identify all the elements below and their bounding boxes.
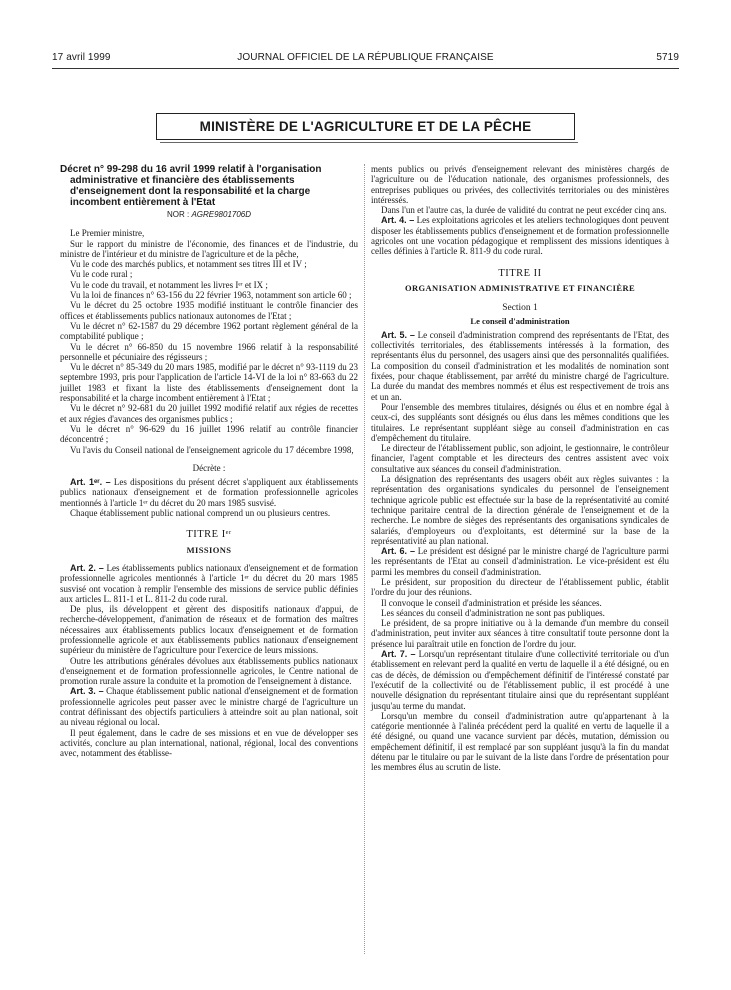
article-text: Chaque établissement public national d'enseignement et de formation professionnelle agricoles peut passer avec le ministre chargé de l'agriculture un contrat définissant des objectifs particuliers à atteindre soit au plan national, soit au niveau régional ou local.	[60, 686, 358, 728]
article-2	[60, 563, 358, 604]
article-6	[371, 546, 669, 577]
article-text: Le conseil d'administration comprend des représentants de l'Etat, des collectivités territoriales, des établissements intéressés à la formation, des représentants élus du personnel, des usagers ainsi que des personnalités qualifiées. La composition du conseil d'administration et les modalités de nomination sont fixées, pour chaque établissement, par arrêté du ministre chargé de l'agriculture. La durée du mandat des membres nommés et élus est respectivement de trois ans et un an.	[371, 329, 669, 402]
visa-paragraph: Vu le code des marchés publics, et notamment ses titres III et IV ;	[70, 259, 307, 270]
titre-2-subheading: ORGANISATION ADMINISTRATIVE ET FINANCIÈRE	[404, 282, 636, 293]
right-column	[371, 164, 669, 773]
article-paragraph: De plus, ils développent et gèrent des dispositifs nationaux d'appui, de recherche-développement, d'animation de réseaux et de formation des maîtres nécessaires aux établissements publics locaux d'enseignement et de formation professionnelle agricole et aux établissements publics nationaux d'enseignement supérieur du ministère de l'agriculture pour l'exercice de leurs missions.	[60, 604, 358, 656]
article-7	[371, 649, 669, 711]
ministry-heading: MINISTÈRE DE L'AGRICULTURE ET DE LA PÊCHE	[156, 113, 575, 140]
visa-paragraph: Sur le rapport du ministre de l'économie, des finances et de l'industrie, du ministre de l'intérieur et du ministre de l'agriculture et de la pêche,	[60, 238, 358, 259]
article-text: Lorsqu'un représentant titulaire d'une collectivité territoriale ou d'un établissement en relevant perd la qualité en vertu de laquelle il a été désigné, ou en cas de décès, de démission ou d'empêchement définitif de l'intéressé constaté par l'exécutif de la collectivité ou de l'établissement public, il est procédé à une nouvelle désignation du représentant titulaire ainsi que du représentant suppléant jusqu'au terme du mandat.	[371, 649, 670, 711]
article-paragraph: Lorsqu'un membre du conseil d'administration autre qu'appartenant à la catégorie mentionnée à l'alinéa précédent perd la qualité en vertu de laquelle il a été désigné, ou quand une vacance survient par décès, mutation, démission ou empêchement définitif, il est remplacé par son suppléant jusqu'à la fin du mandat détenu par le titulaire ou par le suivant de la liste dans l'ordre de présentation pour les membres élus au scrutin de liste.	[371, 710, 669, 773]
article-paragraph: Il peut également, dans le cadre de ses missions et en vue de développer ses activités, conclure au plan international, national, régional, local des conventions avec, notamment des établisse-	[60, 727, 358, 759]
decrete-heading: Décrète :	[192, 462, 226, 473]
visa-paragraph: Vu le code rural ;	[70, 269, 133, 280]
article-paragraph: Le président, de sa propre initiative ou à la demande d'un membre du conseil d'administration, peut inviter aux séances à titre consultatif toute personne dont la présence lui paraîtrait utile en fonction de l'ordre du jour.	[371, 618, 669, 649]
header-date: 17 avril 1999	[52, 52, 111, 63]
visa-paragraph: Vu le décret n° 96-629 du 16 juillet 1996 relatif au contrôle financier déconcentré ;	[60, 423, 358, 445]
article-4	[371, 215, 669, 256]
visa-paragraph: Vu le décret n° 66-850 du 15 novembre 1966 relatif à la responsabilité personnelle et pécuniaire des régisseurs ;	[60, 341, 358, 362]
visa-paragraph: Vu la loi de finances n° 63-156 du 22 février 1963, notamment son article 60 ;	[70, 290, 352, 301]
header-rule	[52, 68, 679, 69]
article-5	[371, 330, 669, 402]
section-1-heading: Section 1	[502, 303, 538, 314]
visa-paragraph: Vu le code du travail, et notamment les livres Iᵉʳ et IX ;	[70, 279, 268, 290]
article-text: Les établissements publics nationaux d'enseignement et de formation professionnelle agricoles mentionnés à l'article 1ᵉʳ du décret du 20 mars 1985 susvisé ont vocation à remplir l'ensemble des missions de service public définies aux articles L. 811-1 et L. 811-2 du code rural.	[60, 562, 359, 604]
article-label: Art. 1ᵉʳ. –	[70, 477, 111, 488]
article-label: Art. 4. –	[381, 215, 415, 226]
article-label: Art. 7. –	[381, 649, 416, 660]
nor-code: AGRE9801706D	[191, 210, 252, 219]
visa-paragraph: Vu le décret n° 85-349 du 20 mars 1985, modifié par le décret n° 93-1119 du 23 septembre 1993, pris pour l'application de l'article 14-VI de la loi n° 83-663 du 22 juillet 1983 et fixant la liste des établissements d'enseignement dont la responsabilité et la charge incombent entièrement à l'Etat ;	[60, 362, 358, 404]
article-paragraph: Chaque établissement public national comprend un ou plusieurs centres.	[70, 508, 331, 519]
titre-1-subheading: MISSIONS	[186, 544, 232, 555]
nor-reference	[60, 210, 358, 220]
article-text: Le président est désigné par le ministre chargé de l'agriculture parmi les représentants de l'Etat au conseil d'administration. Le vice-président est élu parmi les membres du conseil d'administration.	[371, 546, 670, 577]
article-label: Art. 5. –	[381, 329, 415, 340]
article-label: Art. 2. –	[70, 562, 104, 573]
header-page-number: 5719	[656, 52, 679, 63]
titre-2-heading: TITRE II	[498, 267, 542, 279]
visa-paragraph: Vu l'avis du Conseil national de l'enseignement agricole du 17 décembre 1998,	[70, 444, 354, 455]
article-paragraph: Le directeur de l'établissement public, son adjoint, le gestionnaire, le contrôleur financier, l'agent comptable et les directeurs des centres assistent avec voix consultative aux séances du conseil d'administration.	[371, 443, 669, 474]
header-journal-title: JOURNAL OFFICIEL DE LA RÉPUBLIQUE FRANÇAISE	[237, 52, 494, 63]
article-paragraph: Pour l'ensemble des membres titulaires, désignés ou élus et en nombre égal à ceux-ci, des suppléants sont désignés ou élus dans les mêmes conditions que les titulaires. Le représentant suppléant siège au conseil d'administration en cas d'empêchement du titulaire.	[371, 401, 669, 443]
article-text: Les dispositions du présent décret s'appliquent aux établissements publics nationaux d'enseignement et de formation professionnelle agricoles mentionnés à l'article 1ᵉʳ du décret du 20 mars 1985 susvisé.	[60, 477, 359, 508]
page-header	[52, 52, 679, 66]
article-paragraph: Outre les attributions générales dévolues aux établissements publics nationaux d'enseignement et de formation professionnelle agricoles, le Centre national de promotion rurale assure la conduite et la promotion de l'enseignement à distance.	[60, 655, 358, 687]
article-label: Art. 6. –	[381, 546, 415, 557]
titre-1-heading: TITRE Iᵉʳ	[186, 529, 232, 541]
article-paragraph: Dans l'un et l'autre cas, la durée de validité du contrat ne peut excéder cinq ans.	[381, 205, 667, 216]
continued-paragraph: ments publics ou privés d'enseignement relevant des ministères chargés de l'agriculture ou de l'éducation nationale, des organismes professionnels, des entreprises publiques ou privées, des collectivités territoriales ou des ministères intéressés.	[371, 164, 669, 205]
article-paragraph: La désignation des représentants des usagers obéit aux règles suivantes : la représentation des organisations syndicales du personnel de l'enseignement technique agricole public est effectuée sur la base de la représentativité au comité technique paritaire central de la direction générale de l'enseignement et de la recherche. Le nombre de sièges des représentants des organisations syndicales de salariés, d'employeurs ou d'exploitants, est déterminé sur la base de la représentativité au plan national.	[371, 474, 669, 546]
nor-label: NOR :	[166, 210, 190, 219]
visa-paragraph: Vu le décret n° 62-1587 du 29 décembre 1962 portant règlement général de la comptabilité publique ;	[60, 320, 358, 342]
visa-paragraph: Le Premier ministre,	[70, 228, 145, 239]
visa-paragraph: Vu le décret du 25 octobre 1935 modifié instituant le contrôle financier des offices et établissements publics nationaux autonomes de l'Etat ;	[60, 300, 358, 321]
article-paragraph: Le président, sur proposition du directeur de l'établissement public, établit l'ordre du jour des réunions.	[371, 576, 669, 598]
section-1-subheading: Le conseil d'administration	[470, 315, 570, 326]
left-column	[60, 164, 358, 759]
column-divider	[364, 164, 365, 954]
article-text: Les exploitations agricoles et les ateliers technologiques dont peuvent disposer les établissements publics d'enseignement et de formation professionnelle agricoles ont une vocation pédagogique et remplissent des missions identiques à celles définies à l'article R. 811-9 du code rural.	[371, 215, 669, 257]
visa-paragraph: Vu le décret n° 92-681 du 20 juillet 1992 modifié relatif aux régies de recettes et aux régies d'avances des organismes publics ;	[60, 403, 358, 424]
article-1	[60, 477, 358, 508]
article-label: Art. 3. –	[70, 686, 104, 697]
decree-title: Décret n° 99-298 du 16 avril 1999 relatif à l'organisation administrative et financière des établissements d'enseignement dont la responsabilité et la charge incombent entièrement à l'Etat	[60, 164, 322, 208]
article-paragraph: Il convoque le conseil d'administration et préside les séances.	[381, 597, 602, 608]
article-3	[60, 686, 358, 727]
article-paragraph: Les séances du conseil d'administration ne sont pas publiques.	[381, 607, 605, 618]
